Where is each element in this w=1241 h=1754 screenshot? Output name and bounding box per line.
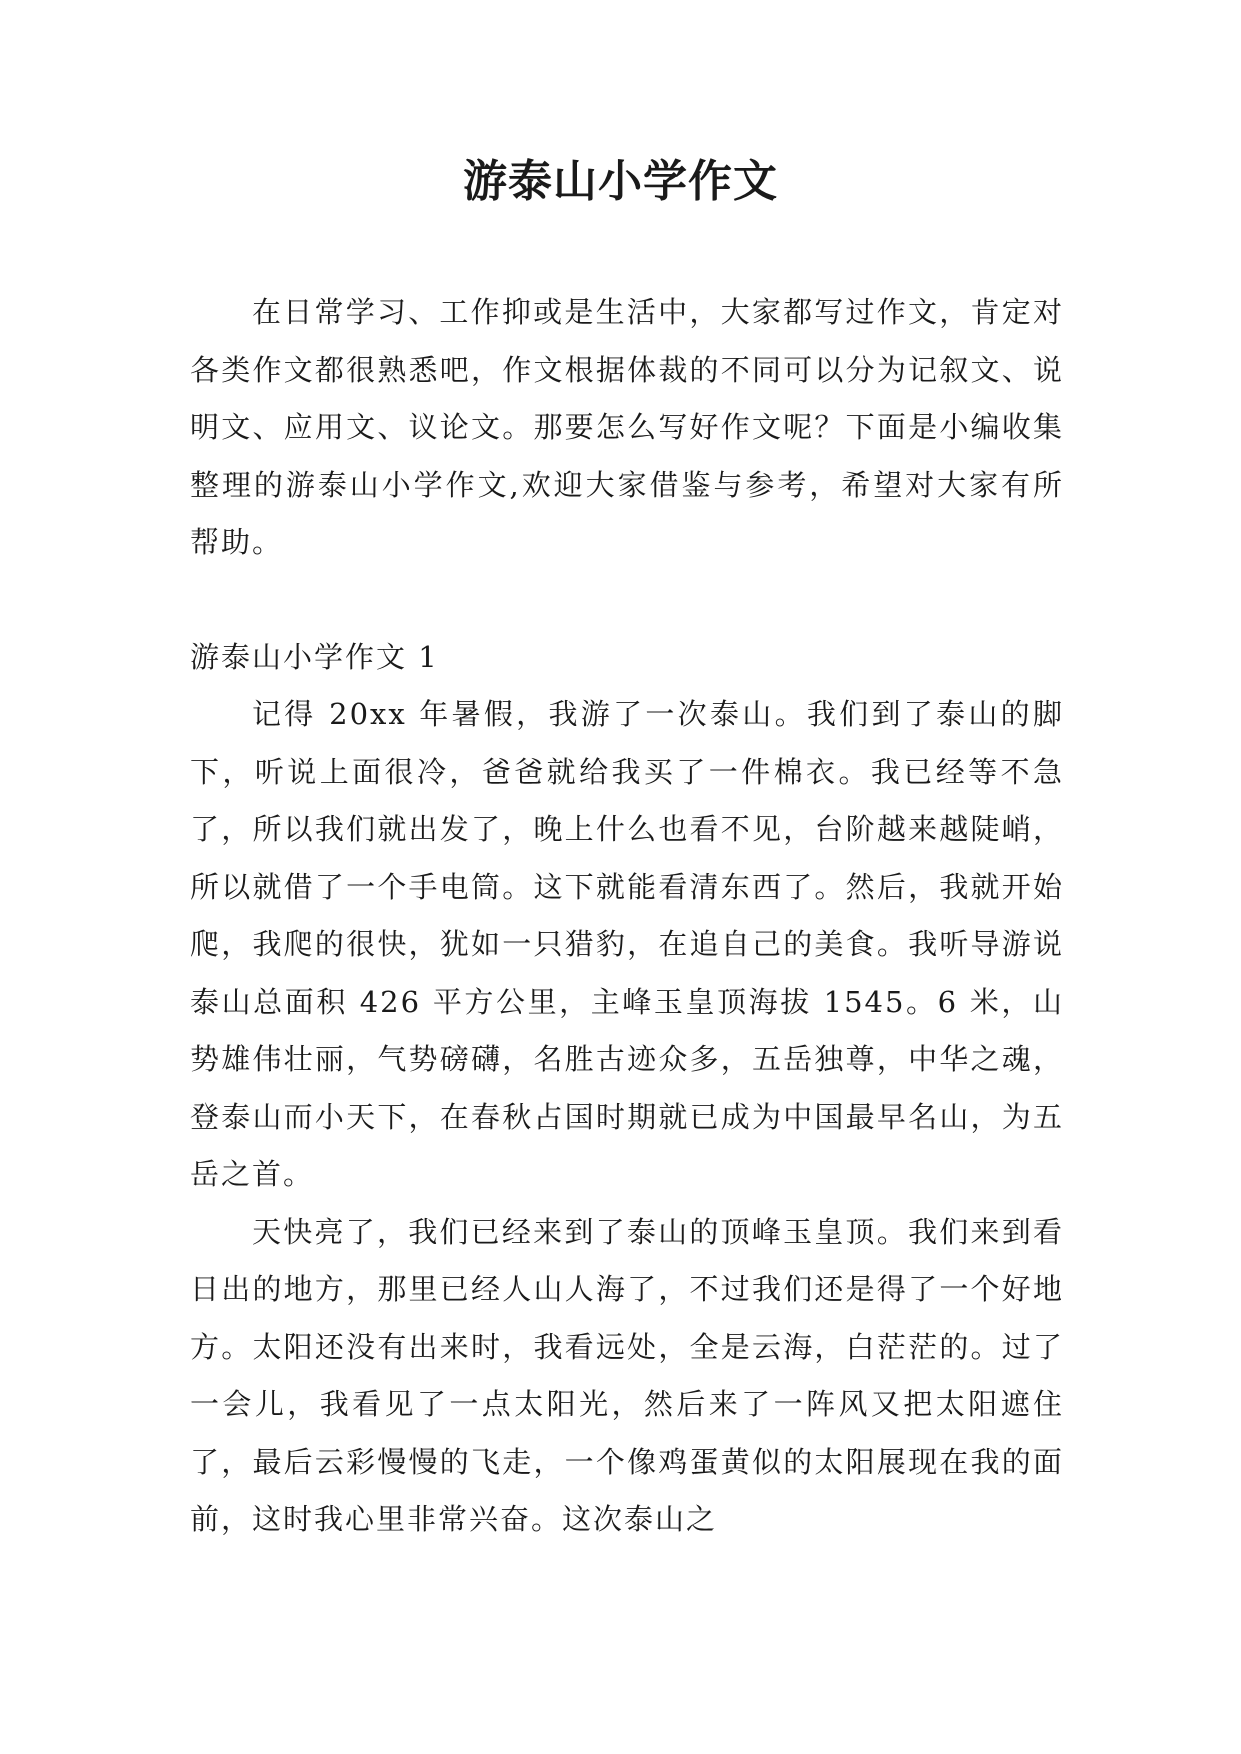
- intro-paragraph: 在日常学习、工作抑或是生活中，大家都写过作文，肯定对各类作文都很熟悉吧，作文根据体裁的不同可以分为记叙文、说明文、应用文、议论文。那要怎么写好作文呢？下面是小编收集整理的游泰山小学作文,欢迎大家借鉴与参考，希望对大家有所帮助。: [190, 295, 1064, 559]
- body-paragraph-1: 记得 20xx 年暑假，我游了一次泰山。我们到了泰山的脚下，听说上面很冷，爸爸就给我买了一件棉衣。我已经等不急了，所以我们就出发了，晚上什么也看不见，台阶越来越陡峭，所以就借了一个手电筒。这下就能看清东西了。然后，我就开始爬，我爬的很快，犹如一只猎豹，在追自己的美食。我听导游说泰山总面积 426 平方公里，主峰玉皇顶海拔 1545。6 米，山势雄伟壮丽，气势磅礴，名胜古迹众多，五岳独尊，中华之魂，登泰山而小天下，在春秋占国时期就已成为中国最早名山，为五岳之首。: [190, 697, 1064, 1191]
- document-title: 游泰山小学作文: [463, 156, 778, 207]
- section-heading: 游泰山小学作文 1: [190, 639, 439, 674]
- body-paragraph-2: 天快亮了，我们已经来到了泰山的顶峰玉皇顶。我们来到看日出的地方，那里已经人山人海了，不过我们还是得了一个好地方。太阳还没有出来时，我看远处，全是云海，白茫茫的。过了一会儿，我看见了一点太阳光，然后来了一阵风又把太阳遮住了，最后云彩慢慢的飞走，一个像鸡蛋黄似的太阳展现在我的面前，这时我心里非常兴奋。这次泰山之: [190, 1214, 1064, 1536]
- document-body: [190, 284, 1064, 1549]
